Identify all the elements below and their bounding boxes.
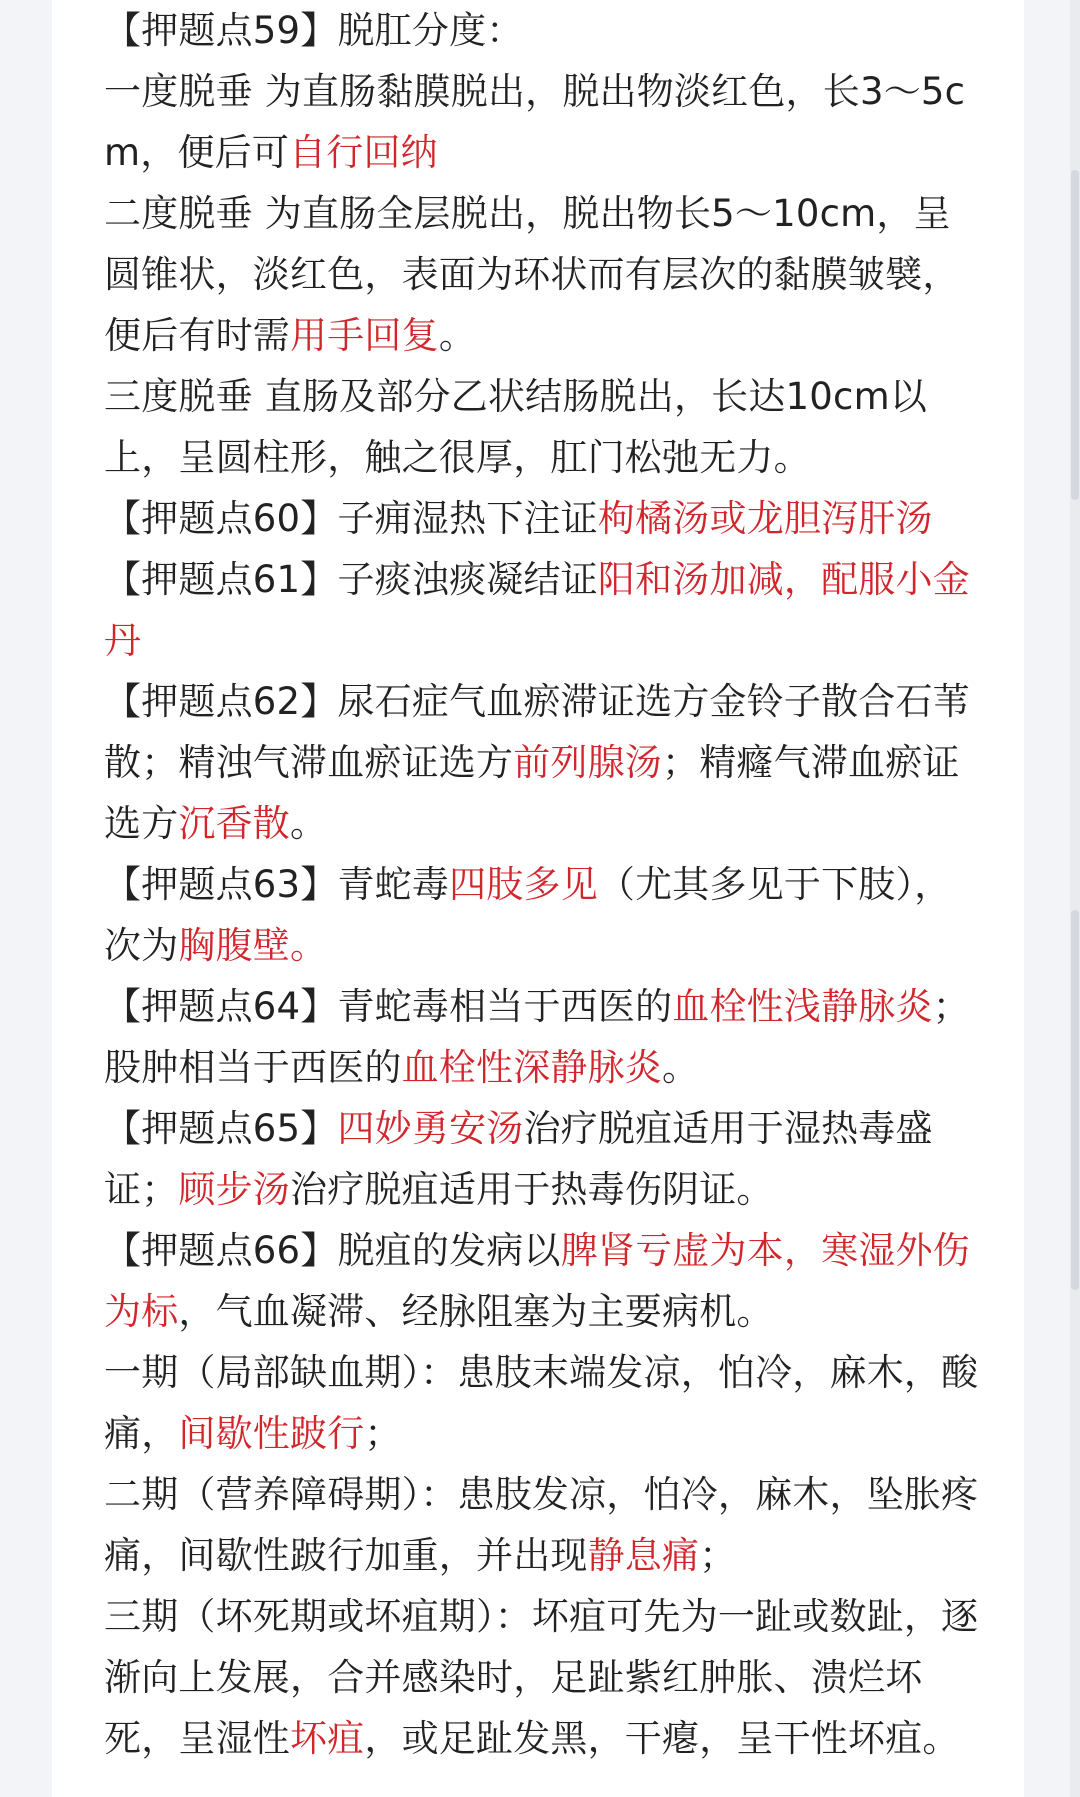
highlighted-text: 用手回复 <box>290 314 439 357</box>
article-body <box>104 0 984 1769</box>
highlighted-text: 间歇性跛行 <box>178 1412 365 1455</box>
paragraph <box>104 976 984 1098</box>
highlighted-text: 前列腺汤 <box>513 741 663 784</box>
scrollbar-track[interactable] <box>1070 0 1080 1797</box>
body-text: 【押题点60】子痈湿热下注证 <box>104 497 598 540</box>
paragraph <box>104 61 984 183</box>
body-text: 治疗脱疽适用于热毒伤阴证。 <box>290 1168 774 1211</box>
paragraph <box>104 1586 984 1769</box>
paragraph <box>104 183 984 366</box>
highlighted-text: 自行回纳 <box>289 131 438 174</box>
paragraph <box>104 854 984 976</box>
body-text: 二度脱垂 为直肠全层脱出，脱出物长5～10cm，呈圆锥状，淡红色，表面为环状而有层次的黏膜皱襞，便后有时需 <box>104 192 960 357</box>
paragraph <box>104 1098 984 1220</box>
body-text: 二期（营养障碍期）：患肢发凉，怕冷，麻木，坠胀疼痛，间歇性跛行加重，并出现 <box>104 1473 979 1577</box>
body-text: ；精癃气滞血瘀证选方 <box>104 741 960 845</box>
scrollbar-thumb[interactable] <box>1071 170 1079 500</box>
highlighted-text: 胸腹壁。 <box>178 924 328 967</box>
highlighted-text: 血栓性浅静脉炎 <box>672 985 933 1028</box>
body-text: ； <box>699 1534 737 1577</box>
body-text: 一度脱垂 为直肠黏膜脱出，脱出物淡红色，长3～5cm，便后可 <box>104 70 966 174</box>
body-text: 【押题点66】脱疽的发病以 <box>104 1229 561 1272</box>
highlighted-text: 阳和汤加减，配服小金丹 <box>104 558 970 662</box>
paragraph <box>104 366 984 488</box>
body-text: 三期（坏死期或坏疽期）：坏疽可先为一趾或数趾，逐渐向上发展，合并感染时，足趾紫红肿胀、溃烂坏死，呈湿性 <box>104 1595 979 1760</box>
highlighted-text: 血栓性深静脉炎 <box>401 1046 663 1089</box>
body-text: 。 <box>438 314 477 357</box>
highlighted-text: 四肢多见 <box>449 863 598 906</box>
paragraph <box>104 1464 984 1586</box>
body-text: 。 <box>290 802 328 845</box>
body-text: 【押题点65】 <box>104 1107 338 1150</box>
body-text: 【押题点59】脱肛分度： <box>104 9 524 52</box>
highlighted-text: 四妙勇安汤 <box>337 1107 524 1150</box>
body-text: 【押题点64】青蛇毒相当于西医的 <box>104 985 673 1028</box>
highlighted-text: 脾肾亏虚为本，寒湿外伤为标 <box>104 1229 970 1333</box>
highlighted-text: 坏疽 <box>290 1717 365 1760</box>
paragraph <box>104 671 984 854</box>
body-text: ，气血凝滞、经脉阻塞为主要病机。 <box>178 1290 774 1333</box>
highlighted-text: 静息痛 <box>587 1534 700 1577</box>
paragraph <box>104 0 984 61</box>
body-text: 【押题点61】子痰浊痰凝结证 <box>104 558 598 601</box>
paragraph <box>104 488 984 549</box>
body-text: 一期（局部缺血期）：患肢末端发凉，怕冷，麻木，酸痛， <box>104 1351 979 1455</box>
paragraph <box>104 1342 984 1464</box>
body-text: 【押题点63】青蛇毒 <box>104 863 450 906</box>
body-text: 三度脱垂 直肠及部分乙状结肠脱出，长达10cm以上，呈圆柱形，触之很厚，肛门松弛无力。 <box>104 375 928 479</box>
scrollbar-thumb-secondary[interactable] <box>1071 910 1079 1290</box>
body-text: 【押题点62】尿石症气血瘀滞证选方金铃子散合石苇散；精浊气滞血瘀证选方 <box>104 680 970 784</box>
body-text: ； <box>364 1412 402 1455</box>
body-text: ；股肿相当于西医的 <box>104 985 970 1089</box>
paragraph <box>104 1220 984 1342</box>
highlighted-text: 沉香散 <box>178 802 291 845</box>
highlighted-text: 顾步汤 <box>178 1168 291 1211</box>
body-text: ，或足趾发黑，干瘪，呈干性坏疽。 <box>364 1717 960 1760</box>
paragraph <box>104 549 984 671</box>
body-text: （尤其多见于下肢），次为 <box>104 863 952 967</box>
body-text: 治疗脱疽适用于湿热毒盛证； <box>104 1107 933 1211</box>
body-text: 。 <box>662 1046 700 1089</box>
highlighted-text: 枸橘汤或龙胆泻肝汤 <box>597 497 933 540</box>
